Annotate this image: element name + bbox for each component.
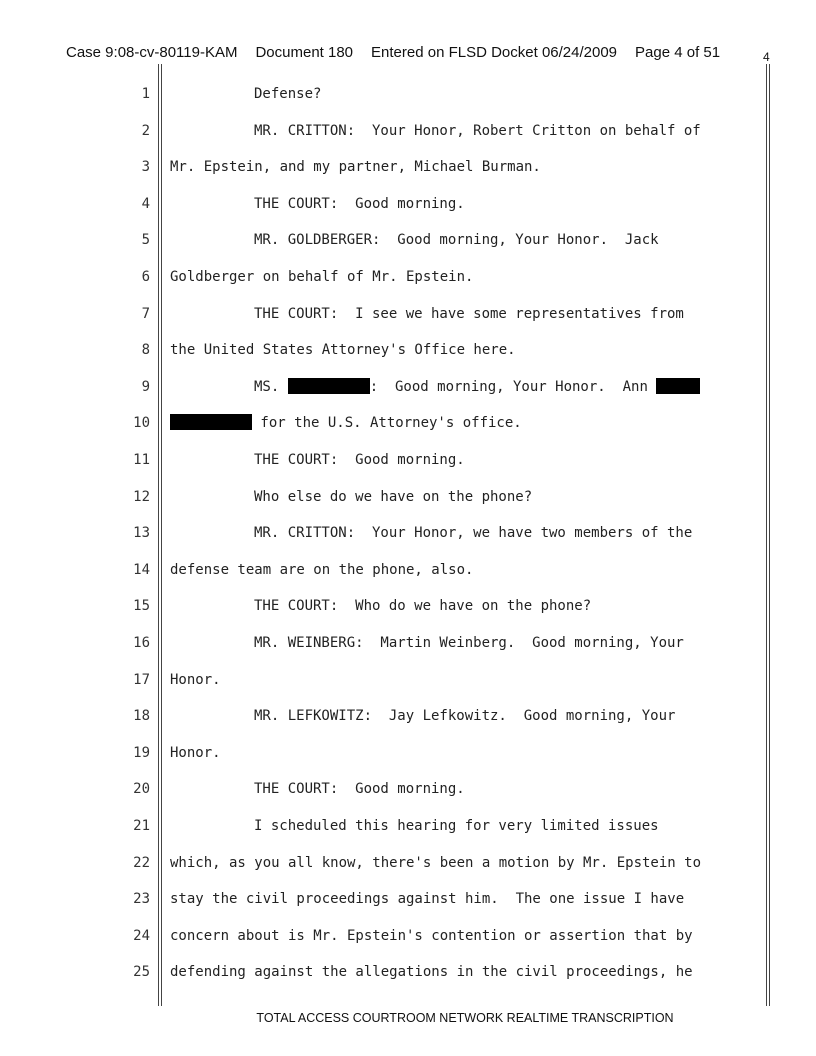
transcript-line [0, 596, 780, 616]
transcript-line [0, 889, 780, 909]
transcript-line [0, 633, 780, 653]
line-text: defense team are on the phone, also. [170, 561, 474, 578]
line-number: 17 [133, 671, 150, 688]
transcript-line [0, 743, 780, 763]
line-text: THE COURT: I see we have some representatives from [254, 305, 684, 322]
transcript-line [0, 413, 780, 433]
redaction-block [288, 378, 370, 394]
line-text: THE COURT: Good morning. [254, 195, 465, 212]
line-number: 8 [141, 342, 150, 359]
line-number: 13 [133, 525, 150, 542]
line-text: the United States Attorney's Office here. [170, 342, 516, 359]
page-of: Page 4 of 51 [635, 44, 721, 61]
line-number: 18 [133, 708, 150, 725]
line-number: 25 [133, 964, 150, 981]
line-number: 2 [141, 122, 150, 139]
line-number: 1 [141, 86, 150, 102]
document-number: Document 180 [255, 44, 354, 61]
line-text: THE COURT: Good morning. [254, 452, 465, 468]
redaction-block [656, 378, 700, 394]
line-number: 20 [133, 781, 150, 798]
line-text: Goldberger on behalf of Mr. Epstein. [170, 269, 474, 285]
transcript-line [0, 560, 780, 580]
line-text: I scheduled this hearing for very limited issues [254, 818, 659, 834]
line-text: stay the civil proceedings against him. The one issue I have [170, 891, 685, 908]
line-text: THE COURT: Good morning. [254, 781, 465, 798]
line-number: 23 [133, 891, 150, 908]
line-text: Who else do we have on the phone? [254, 488, 533, 505]
line-text: MR. GOLDBERGER: Good morning, Your Honor. Jack [254, 232, 659, 249]
line-number: 11 [133, 452, 150, 468]
transcript-line [0, 157, 780, 177]
line-number: 6 [141, 269, 150, 285]
transcript-line [0, 377, 780, 397]
line-number: 16 [133, 635, 150, 651]
line-text: MR. CRITTON: Your Honor, we have two members of the [254, 525, 693, 542]
transcript-line [0, 926, 780, 946]
line-number: 10 [133, 415, 150, 432]
transcript-line [0, 779, 780, 799]
transcript-line [0, 230, 780, 250]
line-text: Defense? [254, 86, 322, 102]
line-number: 9 [141, 378, 150, 395]
line-number: 4 [141, 195, 150, 212]
transcript-line [0, 487, 780, 507]
line-text: for the U.S. Attorney's office. [170, 413, 522, 433]
transcript-footer: TOTAL ACCESS COURTROOM NETWORK REALTIME TRANSCRIPTION [256, 1011, 674, 1025]
line-text: MR. LEFKOWITZ: Jay Lefkowitz. Good morning, Your [254, 708, 676, 725]
document-header [66, 44, 720, 61]
line-number: 15 [133, 598, 150, 615]
line-text: Honor. [170, 671, 221, 688]
transcript-line [0, 84, 780, 104]
line-number: 24 [133, 927, 150, 944]
transcript-line [0, 304, 780, 324]
line-text: defending against the allegations in the civil proceedings, he [170, 964, 693, 981]
transcript-line [0, 523, 780, 543]
transcript-line [0, 194, 780, 214]
transcript-line [0, 962, 780, 982]
line-number: 12 [133, 488, 150, 505]
entered-docket: Entered on FLSD Docket 06/24/2009 [371, 44, 618, 61]
redaction-block [170, 414, 252, 430]
transcript-line [0, 450, 780, 470]
line-text: MR. WEINBERG: Martin Weinberg. Good morning, Your [254, 635, 684, 651]
line-text: MR. CRITTON: Your Honor, Robert Critton on behalf of [254, 122, 701, 139]
line-number: 5 [141, 232, 150, 249]
line-text: which, as you all know, there's been a motion by Mr. Epstein to [170, 854, 702, 871]
transcript-line [0, 121, 780, 141]
transcript-line [0, 706, 780, 726]
transcript-line [0, 267, 780, 287]
transcript-line [0, 340, 780, 360]
line-number: 3 [141, 159, 150, 176]
line-text: THE COURT: Who do we have on the phone? [254, 598, 592, 615]
line-number: 7 [141, 305, 150, 322]
line-number: 22 [133, 854, 150, 871]
line-text: concern about is Mr. Epstein's contention or assertion that by [170, 927, 693, 944]
transcript-line [0, 670, 780, 690]
line-text: MS. : Good morning, Your Honor. Ann [170, 377, 700, 397]
line-text: Mr. Epstein, and my partner, Michael Burman. [170, 159, 541, 176]
line-number: 19 [133, 744, 150, 761]
line-number: 14 [133, 561, 150, 578]
transcript-line [0, 853, 780, 873]
case-number: Case 9:08-cv-80119-KAM [66, 44, 238, 61]
line-number: 21 [133, 818, 150, 834]
transcript-line [0, 816, 780, 836]
page-number: 4 [763, 50, 770, 64]
line-text: Honor. [170, 744, 221, 761]
